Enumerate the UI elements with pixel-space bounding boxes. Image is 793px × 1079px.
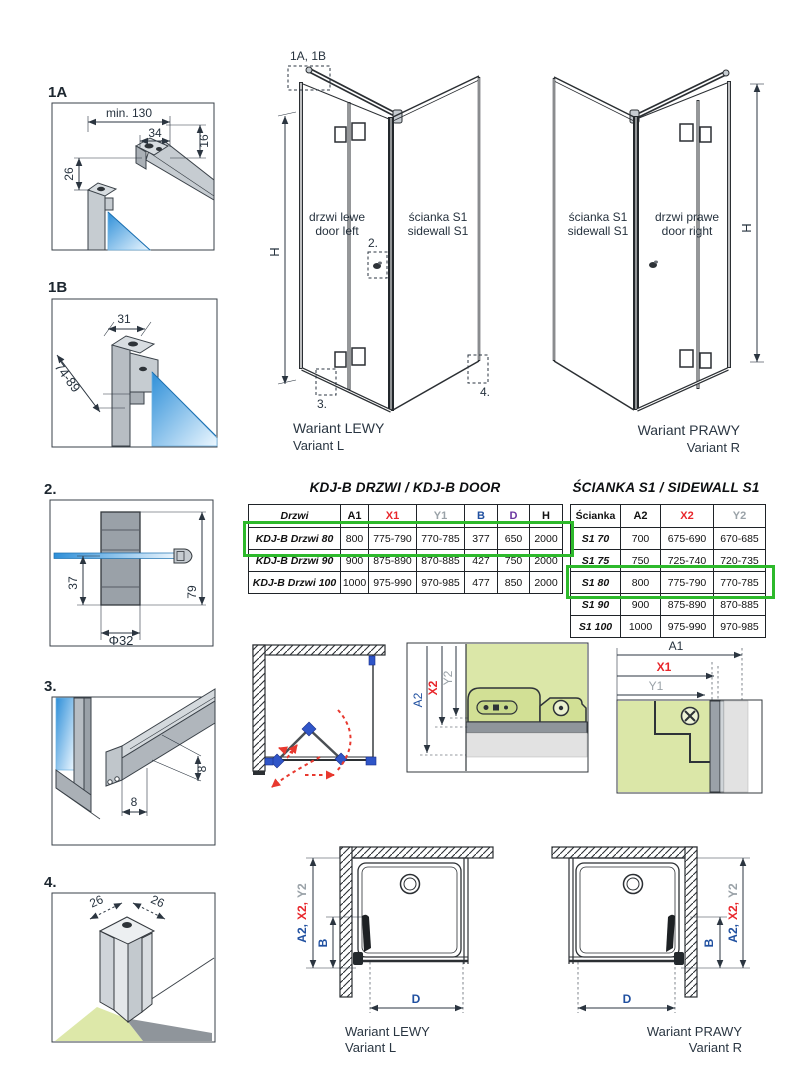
col-a2: A2 xyxy=(621,505,661,528)
wall-left-hatch xyxy=(253,645,265,771)
detail-2-label: 2. xyxy=(44,481,57,498)
dim-y2-r: Y2 xyxy=(726,883,740,898)
cell: 750 xyxy=(498,550,530,572)
dim-y2-mid: Y2 xyxy=(441,670,455,686)
profile-base-bar xyxy=(466,722,587,733)
cell: 775-790 xyxy=(369,528,417,550)
cell: 2000 xyxy=(530,528,563,550)
enclosure-outline-plan xyxy=(265,655,373,760)
knob-right-top xyxy=(654,261,658,264)
marker-1a-1b: 1A, 1B xyxy=(290,49,327,63)
door-table-title: KDJ-B DRZWI / KDJ-B DOOR xyxy=(309,480,501,495)
drain-l xyxy=(401,875,420,894)
dim-y1: Y1 xyxy=(648,679,664,693)
drain-r xyxy=(624,875,643,894)
col-d: D xyxy=(498,505,530,528)
dimensions-plan-r xyxy=(578,858,750,1013)
dim-min-130: min. 130 xyxy=(105,106,153,120)
cell: 900 xyxy=(341,550,369,572)
label-door-pl-r: drzwi prawe xyxy=(654,210,720,224)
plan-right-variant xyxy=(552,847,750,1055)
detail-1b xyxy=(48,279,217,447)
wall-top-hatch-l xyxy=(340,847,493,858)
dim-b-l: B xyxy=(316,938,330,948)
dim-34: 34 xyxy=(148,126,162,140)
cell: S1 80 xyxy=(571,572,621,594)
caption-plan-l-pl: Wariant LEWY xyxy=(345,1024,430,1039)
cell: KDJ-B Drzwi 100 xyxy=(249,572,341,594)
dim-79: 79 xyxy=(185,585,199,599)
dim-d-r: D xyxy=(622,992,632,1006)
sidewall-table xyxy=(570,504,766,638)
drain-inner-r xyxy=(627,878,639,890)
table-row xyxy=(249,528,563,550)
dim-y2-l: Y2 xyxy=(295,883,309,898)
sidewall-section-detail xyxy=(407,643,588,772)
cell: 775-790 xyxy=(661,572,714,594)
labels-right xyxy=(568,210,720,238)
detail-3 xyxy=(44,678,215,845)
cell: 975-990 xyxy=(661,616,714,638)
marker-4: 4. xyxy=(480,385,491,399)
knob-left-top xyxy=(378,262,382,265)
col-x2: X2 xyxy=(661,505,714,528)
cell: 800 xyxy=(621,572,661,594)
sidewall-table-title: ŚCIANKA S1 / SIDEWALL S1 xyxy=(572,480,760,495)
detail-3-label: 3. xyxy=(44,678,57,695)
detail-2 xyxy=(44,481,213,648)
dim-a2-r: A2, xyxy=(726,924,740,943)
col-y1: Y1 xyxy=(417,505,465,528)
label-door-en: door left xyxy=(315,224,359,238)
hinges-plan xyxy=(265,656,376,768)
cell: 870-885 xyxy=(417,550,465,572)
dim-74-89: 74-89 xyxy=(51,359,84,396)
col-a1: A1 xyxy=(341,505,369,528)
cell: 875-890 xyxy=(369,550,417,572)
dim-h-left: H xyxy=(267,247,282,257)
caption-plan-r-en: Variant R xyxy=(688,1040,742,1055)
wall-top-hatch-r xyxy=(552,847,697,858)
marker-3: 3. xyxy=(317,397,328,411)
dimensions-right-detail xyxy=(617,639,742,700)
dim-26-left: 26 xyxy=(87,892,106,911)
table-row xyxy=(571,550,766,572)
wall-side-hatch-l xyxy=(340,847,352,997)
label-wall-en: sidewall S1 xyxy=(407,224,469,238)
label-wall-en-r: sidewall S1 xyxy=(567,224,629,238)
h-dimension-left xyxy=(267,112,296,384)
cell: S1 100 xyxy=(571,616,621,638)
cell: 720-735 xyxy=(714,550,766,572)
folded-door-stack-l xyxy=(362,915,371,952)
dim-a1: A1 xyxy=(668,639,684,653)
table-row xyxy=(249,572,563,594)
cell: 900 xyxy=(621,594,661,616)
table-row xyxy=(571,616,766,638)
cell: 670-685 xyxy=(714,528,766,550)
wall-top-hatch xyxy=(253,645,385,655)
wall-section xyxy=(466,733,587,757)
dim-37: 37 xyxy=(66,576,80,590)
col-scianka: Ścianka xyxy=(571,505,621,528)
detail-1a xyxy=(48,84,214,250)
col-h: H xyxy=(530,505,563,528)
col-b: B xyxy=(465,505,498,528)
table-row xyxy=(571,594,766,616)
label-door-pl: drzwi lewe xyxy=(308,210,366,224)
wall-side-hatch-r xyxy=(685,847,697,997)
cell: 750 xyxy=(621,550,661,572)
iso-left-variant xyxy=(267,49,490,453)
dim-8v: 8 xyxy=(195,765,209,773)
detail-4-label: 4. xyxy=(44,874,57,891)
table-row xyxy=(249,550,563,572)
cell: 870-885 xyxy=(714,594,766,616)
cell: 377 xyxy=(465,528,498,550)
cell: 770-785 xyxy=(714,572,766,594)
caption-right-pl: Wariant PRAWY xyxy=(637,422,740,438)
dim-b-r: B xyxy=(702,938,716,948)
dim-x2-r: X2, xyxy=(726,901,740,921)
cell: 2000 xyxy=(530,550,563,572)
cell: S1 75 xyxy=(571,550,621,572)
caption-plan-l-en: Variant L xyxy=(345,1040,397,1055)
dim-26-right: 26 xyxy=(148,892,167,911)
dim-phi32: Φ32 xyxy=(108,633,134,648)
caption-left-en: Variant L xyxy=(293,438,345,453)
cell: 650 xyxy=(498,528,530,550)
cell: 675-690 xyxy=(661,528,714,550)
dim-26: 26 xyxy=(62,167,76,181)
col-x1: X1 xyxy=(369,505,417,528)
wall-section-right xyxy=(724,701,748,792)
marker-2: 2. xyxy=(368,236,379,250)
cell: 770-785 xyxy=(417,528,465,550)
cell: 2000 xyxy=(530,572,563,594)
cell: 477 xyxy=(465,572,498,594)
cell: S1 90 xyxy=(571,594,621,616)
label-wall-pl-r: ścianka S1 xyxy=(568,210,628,224)
label-wall-pl: ścianka S1 xyxy=(408,210,468,224)
dim-h-right: H xyxy=(739,223,754,233)
fold-hinges-right xyxy=(680,124,711,368)
folded-door-stack-r xyxy=(666,915,675,952)
door-profile-strip xyxy=(710,701,720,792)
h-dimension-right xyxy=(739,84,764,362)
dim-a2-l: A2, xyxy=(295,924,309,943)
door-table xyxy=(248,504,563,594)
bottom-bracket-r xyxy=(674,952,684,965)
gasket-strip xyxy=(720,701,724,792)
detail-1b-label: 1B xyxy=(48,279,68,296)
cell: 975-990 xyxy=(369,572,417,594)
cell: 800 xyxy=(341,528,369,550)
dimensions-plan-l xyxy=(295,858,463,1013)
dim-x2-mid: X2 xyxy=(426,680,440,696)
enclosure-frame-left xyxy=(301,67,479,411)
door-swing-plan xyxy=(253,645,385,787)
dim-x2-l: X2, xyxy=(295,901,309,921)
sidewall-table-header-row xyxy=(571,505,766,528)
dim-8h: 8 xyxy=(130,795,138,809)
plan-left-variant xyxy=(295,847,493,1055)
dim-31: 31 xyxy=(117,312,131,326)
label-door-en-r: door right xyxy=(661,224,713,238)
door-table-header-row xyxy=(249,505,563,528)
door-section-detail xyxy=(617,639,762,793)
dim-16: 16 xyxy=(197,134,211,148)
drain-inner-l xyxy=(404,878,416,890)
col-drzwi: Drzwi xyxy=(249,505,341,528)
cell: 700 xyxy=(621,528,661,550)
col-y2: Y2 xyxy=(714,505,766,528)
detail-4 xyxy=(44,874,215,1042)
bottom-bracket-l xyxy=(353,952,363,965)
cell: 725-740 xyxy=(661,550,714,572)
corner-profile xyxy=(100,917,154,1022)
cell: KDJ-B Drzwi 80 xyxy=(249,528,341,550)
table-row xyxy=(571,528,766,550)
cell: 875-890 xyxy=(661,594,714,616)
caption-left-pl: Wariant LEWY xyxy=(293,420,385,436)
dim-x1: X1 xyxy=(656,660,672,674)
wall-end-cap xyxy=(253,771,265,775)
dim-d-l: D xyxy=(411,992,421,1006)
swing-arrows xyxy=(272,710,351,787)
cell: 1000 xyxy=(621,616,661,638)
caption-right-en: Variant R xyxy=(686,440,740,455)
dim-a2x2y2-r xyxy=(726,883,740,943)
caption-plan-r-pl: Wariant PRAWY xyxy=(646,1024,742,1039)
cell: 970-985 xyxy=(417,572,465,594)
cell: 1000 xyxy=(341,572,369,594)
cell: 427 xyxy=(465,550,498,572)
iso-right-variant xyxy=(554,70,764,455)
cell: S1 70 xyxy=(571,528,621,550)
dim-a2x2y2-l xyxy=(295,883,309,943)
cell: 850 xyxy=(498,572,530,594)
cell: KDJ-B Drzwi 90 xyxy=(249,550,341,572)
table-row xyxy=(571,572,766,594)
dim-a2-mid: A2 xyxy=(411,692,425,708)
cell: 970-985 xyxy=(714,616,766,638)
detail-1a-label: 1A xyxy=(48,84,68,101)
screw-symbol xyxy=(682,708,699,725)
